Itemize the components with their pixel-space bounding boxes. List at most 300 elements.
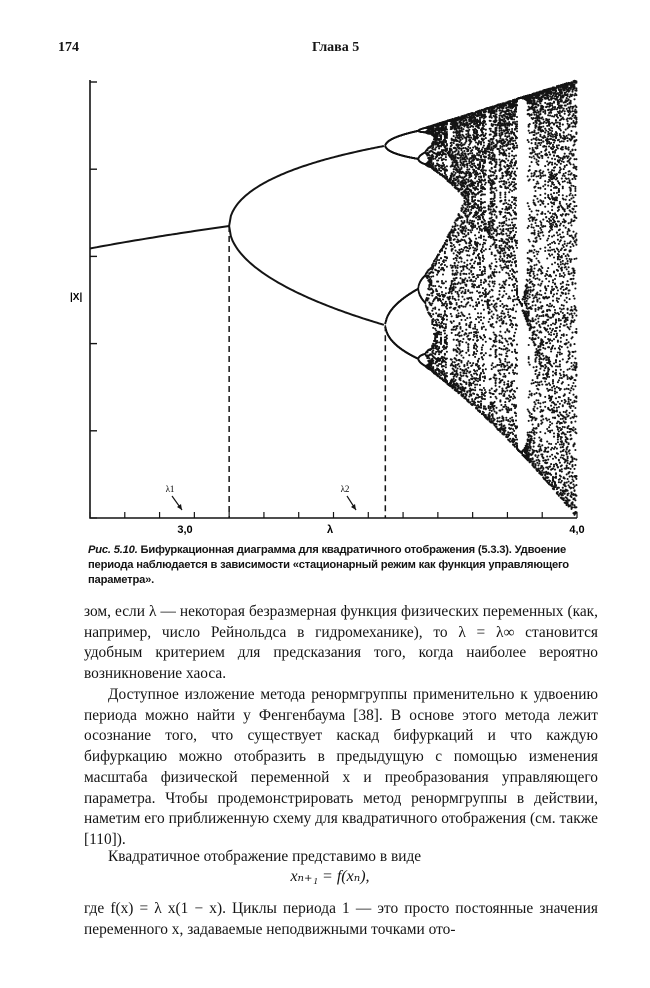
chaos-point [438,341,440,343]
chaos-point [500,231,502,233]
chaos-point [495,374,497,376]
chaos-point [453,168,455,170]
chaos-point [466,391,468,393]
chaos-point [457,267,459,269]
chaos-point [481,352,483,354]
chaos-point [467,153,469,155]
chaos-point [468,255,470,257]
chaos-point [476,152,478,154]
chaos-point [477,185,479,187]
chaos-point [457,162,459,164]
chaos-point [481,129,483,131]
chaos-point [480,284,482,286]
chaos-point [466,370,468,372]
chaos-point [495,335,497,337]
chaos-point [466,185,468,187]
chaos-point [440,340,442,342]
chaos-point [474,226,476,228]
chaos-point [483,128,485,130]
chaos-point [482,339,484,341]
chaos-point [498,222,500,224]
chaos-point [477,339,479,341]
chaos-point [450,313,452,315]
chaos-point [485,414,487,416]
chaos-point [432,128,434,130]
chaos-point [471,364,473,366]
chaos-point [498,290,500,292]
chaos-point [502,233,504,235]
chaos-point [464,159,466,161]
chaos-point [490,338,492,340]
chaos-point [495,132,497,134]
chaos-point [480,236,482,238]
chaos-point [482,274,484,276]
chaos-point [491,364,493,366]
chaos-point [498,340,500,342]
chaos-point [489,285,491,287]
chaos-point [499,213,501,215]
chaos-point [471,266,473,268]
chaos-point [483,145,485,147]
chaos-point [498,132,500,134]
chaos-point [465,324,467,326]
chaos-point [498,386,500,388]
chaos-point [452,161,454,163]
chaos-point [494,172,496,174]
chaos-point [475,203,477,205]
chaos-point [466,376,468,378]
chaos-point [467,148,469,150]
chaos-point [504,215,506,217]
chaos-point [500,244,502,246]
chaos-point [458,261,460,263]
chaos-point [468,168,470,170]
chaos-point [501,269,503,271]
chaos-point [437,300,439,302]
chaos-point [471,220,473,222]
chaos-point [507,203,509,205]
chaos-point [440,333,442,335]
chaos-point [491,192,493,194]
chaos-point [430,316,432,318]
chaos-point [479,411,481,413]
chaos-point [485,248,487,250]
chaos-point [492,200,494,202]
chaos-point [490,128,492,130]
chaos-point [504,358,506,360]
chaos-point [463,265,465,267]
chaos-point [496,314,498,316]
chaos-point [474,404,476,406]
chaos-point [439,251,441,253]
chaos-point [504,365,506,367]
chaos-point [485,291,487,293]
chaos-point [495,377,497,379]
chaos-point [471,376,473,378]
chaos-point [494,268,496,270]
chaos-point [495,355,497,357]
chaos-point [505,224,507,226]
chaos-point [452,373,454,375]
chaos-point [442,273,444,275]
chaos-point [450,178,452,180]
chaos-point [501,303,503,305]
chaos-point [453,289,455,291]
chaos-point [499,300,501,302]
chaos-point [494,197,496,199]
chaos-point [506,350,508,352]
chaos-point [468,160,470,162]
chaos-point [467,127,469,129]
chaos-point [451,315,453,317]
chaos-point [474,234,476,236]
chaos-point [476,130,478,132]
chaos-point [459,340,461,342]
chaos-point [440,286,442,288]
chaos-point [462,306,464,308]
chaos-point [452,164,454,166]
chaos-point [474,155,476,157]
chaos-point [499,163,501,165]
chaos-point [471,163,473,165]
chaos-point [483,138,485,140]
chaos-point [491,233,493,235]
chaos-point [445,366,447,368]
chaos-point [450,286,452,288]
chaos-point [464,277,466,279]
chaos-point [480,337,482,339]
chaos-point [443,282,445,284]
chaos-point [441,280,443,282]
chaos-point [492,317,494,319]
chaos-point [466,206,468,208]
chaos-point [489,304,491,306]
chaos-point [432,158,434,160]
chaos-point [446,357,448,359]
chaos-point [456,149,458,151]
chaos-point [453,252,455,254]
chaos-point [489,389,491,391]
chaos-point [485,223,487,225]
chaos-point [496,124,498,126]
chaos-point [458,157,460,159]
chaos-point [437,319,439,321]
chaos-point [438,125,440,127]
chaos-point [490,265,492,267]
chaos-point [465,273,467,275]
chaos-point [494,283,496,285]
chaos-point [445,323,447,325]
chaos-point [504,316,506,318]
chaos-point [496,141,498,143]
chaos-point [489,312,491,314]
chaos-point [466,317,468,319]
chaos-point [482,270,484,272]
chaos-point [485,129,487,131]
chaos-point [426,294,428,296]
chaos-point [458,345,460,347]
chaos-point [458,312,460,314]
chaos-point [502,417,504,419]
chaos-point [498,353,500,355]
chaos-point [474,260,476,262]
chaos-point [504,391,506,393]
chaos-point [500,319,502,321]
chaos-point [469,362,471,364]
chaos-point [441,250,443,252]
chaos-point [493,366,495,368]
chaos-point [470,137,472,139]
chaos-point [459,277,461,279]
chaos-point [464,225,466,227]
chaos-point [479,159,481,161]
chaos-point [432,272,434,274]
chaos-point [446,375,448,377]
chaos-point [482,358,484,360]
chaos-point [493,142,495,144]
chaos-point [503,248,505,250]
chaos-point [503,345,505,347]
chaos-point [477,212,479,214]
chaos-point [505,272,507,274]
chaos-point [478,231,480,233]
chaos-point [478,301,480,303]
chaos-point [480,122,482,124]
chaos-point [475,194,477,196]
chaos-point [491,175,493,177]
chaos-point [470,384,472,386]
chaos-point [459,164,461,166]
chaos-point [444,264,446,266]
chaos-point [461,341,463,343]
chaos-point [459,272,461,274]
chaos-point [490,396,492,398]
chaos-point [456,369,458,371]
chaos-point [456,274,458,276]
chaos-point [475,256,477,258]
chaos-point [495,310,497,312]
chaos-point [485,153,487,155]
chaos-point [459,326,461,328]
chaos-point [478,200,480,202]
chaos-point [485,182,487,184]
chaos-point [483,372,485,374]
chaos-point [465,227,467,229]
chaos-point [446,165,448,167]
chaos-point [462,249,464,251]
chaos-point [445,287,447,289]
chaos-point [498,225,500,227]
chaos-point [502,390,504,392]
chaos-point [471,398,473,400]
chaos-point [504,401,506,403]
chaos-point [485,368,487,370]
chaos-point [500,312,502,314]
chaos-point [474,326,476,328]
chaos-point [435,312,437,314]
chaos-point [466,280,468,282]
chaos-point [476,180,478,182]
chaos-point [459,315,461,317]
chaos-point [480,279,482,281]
chaos-point [500,315,502,317]
chaos-point [430,276,432,278]
chaos-point [462,155,464,157]
chaos-point [505,158,507,160]
chaos-point [458,365,460,367]
chaos-point [503,433,505,435]
chaos-point [478,225,480,227]
chaos-point [459,159,461,161]
chaos-point [452,298,454,300]
chaos-point [479,259,481,261]
chaos-point [440,331,442,333]
chaos-point [482,246,484,248]
chaos-point [507,225,509,227]
chaos-point [476,374,478,376]
chaos-point [479,120,481,122]
chaos-point [458,323,460,325]
chaos-point [479,269,481,271]
chaos-point [480,181,482,183]
chaos-point [470,332,472,334]
chaos-point [471,166,473,168]
chaos-point [440,135,442,137]
chaos-point [504,360,506,362]
chaos-point [458,136,460,138]
chaos-point [499,109,501,111]
chaos-point [446,240,448,242]
chaos-point [467,208,469,210]
chaos-point [481,349,483,351]
chaos-point [460,127,462,129]
chaos-point [483,239,485,241]
chaos-point [436,323,438,325]
chaos-point [438,147,440,149]
chaos-point [493,174,495,176]
chaos-point [445,140,447,142]
chaos-point [504,192,506,194]
chaos-point [432,327,434,329]
chaos-point [484,389,486,391]
chaos-point [453,171,455,173]
chaos-point [489,308,491,310]
chaos-point [472,126,474,128]
chaos-point [439,326,441,328]
chaos-point [485,352,487,354]
chaos-point [503,145,505,147]
chaos-point [477,219,479,221]
chaos-point [477,134,479,136]
chaos-point [502,348,504,350]
chaos-point [494,193,496,195]
chaos-point [458,127,460,129]
chaos-point [468,395,470,397]
chaos-point [501,408,503,410]
chaos-point [504,376,506,378]
chaos-point [490,407,492,409]
chaos-point [438,353,440,355]
chaos-point [435,165,437,167]
chaos-point [455,307,457,309]
chaos-point [432,148,434,150]
chaos-point [458,228,460,230]
chaos-point [489,151,491,153]
chaos-point [474,389,476,391]
chaos-point [484,336,486,338]
chaos-point [440,316,442,318]
chaos-point [484,300,486,302]
chaos-point [449,152,451,154]
chaos-point [495,217,497,219]
chaos-point [504,194,506,196]
chaos-point [503,254,505,256]
chaos-point [485,225,487,227]
chaos-point [485,280,487,282]
chaos-point [472,389,474,391]
chaos-point [461,330,463,332]
chaos-point [459,377,461,379]
chaos-point [504,427,506,429]
chaos-point [495,244,497,246]
chaos-point [504,331,506,333]
chaos-point [480,142,482,144]
chaos-point [483,142,485,144]
chaos-point [484,193,486,195]
chaos-point [499,145,501,147]
chaos-point [446,337,448,339]
chaos-point [485,408,487,410]
chaos-point [430,365,432,367]
chaos-point [483,125,485,127]
chaos-point [434,306,436,308]
chaos-point [491,214,493,216]
chaos-point [488,307,490,309]
chaos-point [484,272,486,274]
chaos-point [494,280,496,282]
chaos-point [476,370,478,372]
chaos-point [473,169,475,171]
chaos-point [467,179,469,181]
chaos-point [474,384,476,386]
chaos-point [438,267,440,269]
chaos-point [465,284,467,286]
chaos-point [475,377,477,379]
chaos-point [432,164,434,166]
chaos-point [500,200,502,202]
chaos-point [475,217,477,219]
chaos-point [499,147,501,149]
chaos-point [495,239,497,241]
chaos-point [455,366,457,368]
chaos-point [455,154,457,156]
chaos-point [489,318,491,320]
chaos-point [457,184,459,186]
chaos-point [495,353,497,355]
chaos-point [476,384,478,386]
chaos-point [458,176,460,178]
chaos-point [479,384,481,386]
chaos-point [469,304,471,306]
chaos-point [457,224,459,226]
chaos-point [470,244,472,246]
chaos-point [483,213,485,215]
chaos-point [456,259,458,261]
chaos-point [493,223,495,225]
chaos-point [492,362,494,364]
chaos-point [435,261,437,263]
chaos-point [453,135,455,137]
